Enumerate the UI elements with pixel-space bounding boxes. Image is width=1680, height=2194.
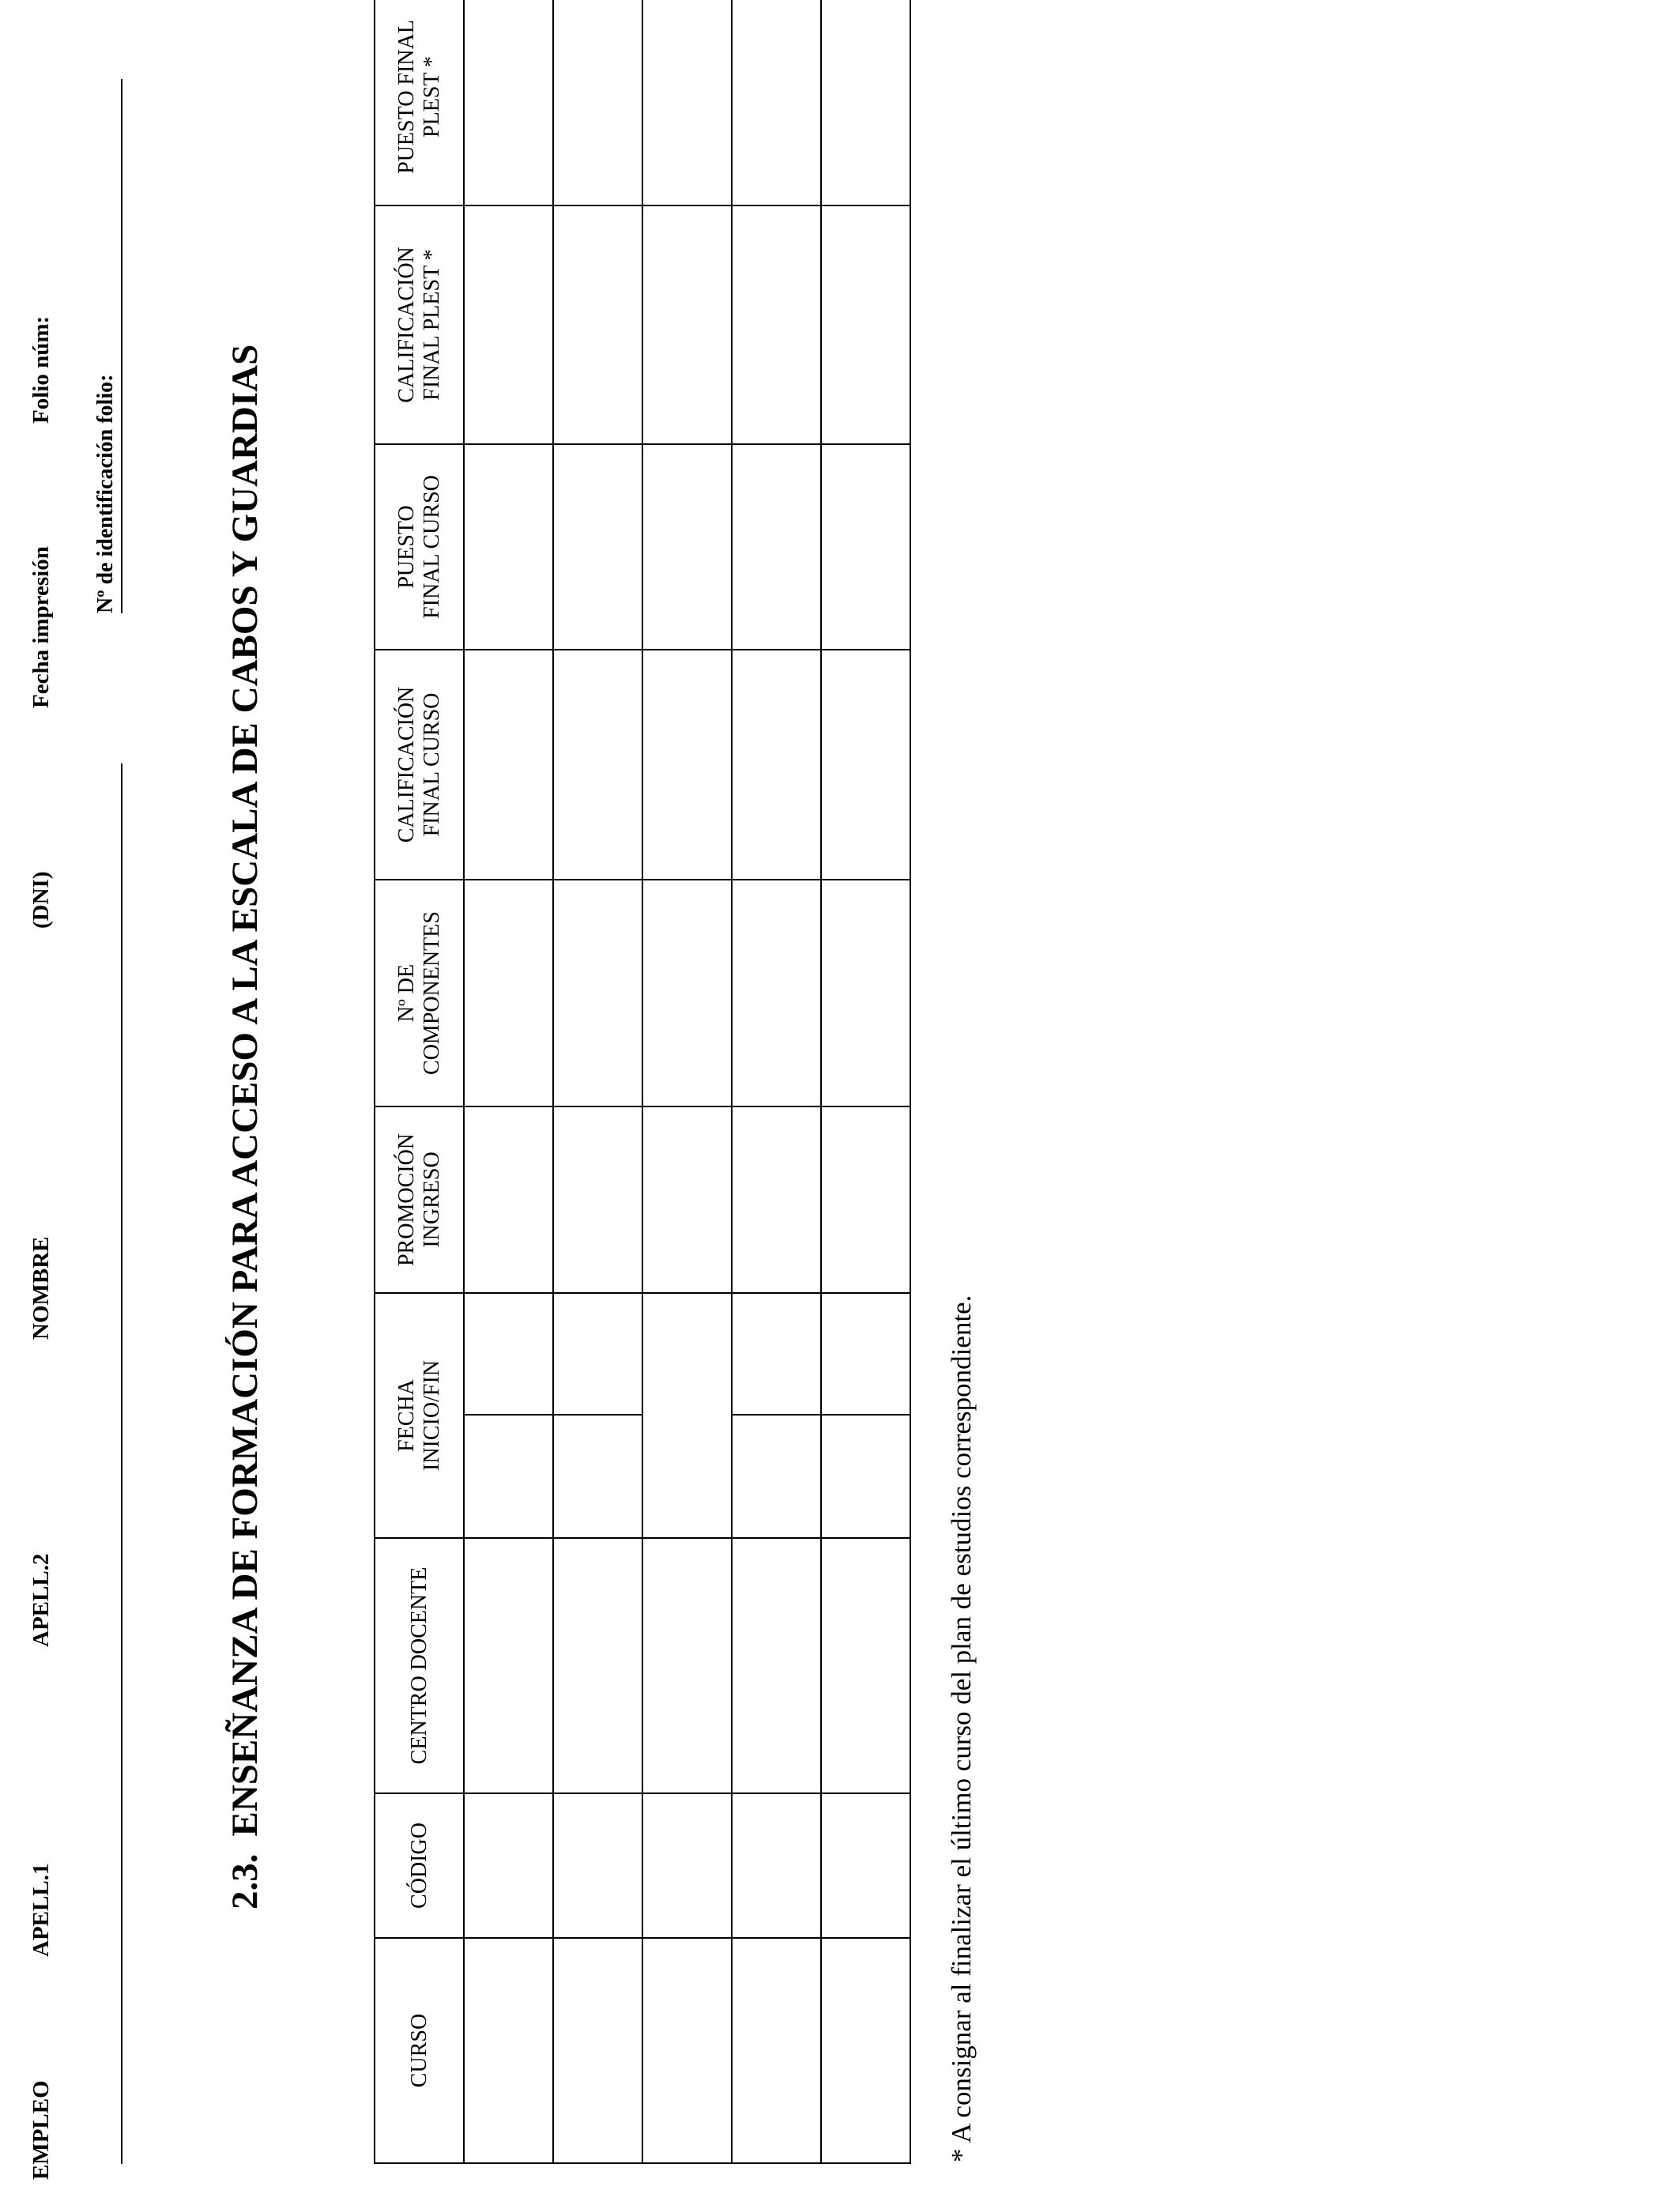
cell-promocion-ingreso[interactable] [464, 1106, 553, 1293]
cell-centro-docente[interactable] [642, 1538, 732, 1793]
apellido1-label: APELL.1 [28, 1863, 54, 1957]
cell-promocion-ingreso[interactable] [553, 1106, 642, 1293]
cell-calificacion-final-curso[interactable] [732, 650, 821, 880]
cell-curso[interactable] [732, 1938, 821, 2163]
folio-num-label: Folio núm: [28, 315, 54, 424]
cell-calificacion-final-curso[interactable] [553, 650, 642, 880]
table-row [464, 0, 553, 2163]
cell-fecha-inicio-fin[interactable] [553, 1293, 642, 1538]
cell-codigo[interactable] [642, 1793, 732, 1938]
col-header-calificacion-final-plest: CALIFICACIÓN FINAL PLEST * [375, 205, 464, 444]
cell-num-componentes[interactable] [821, 880, 910, 1106]
cell-curso[interactable] [553, 1938, 642, 2163]
fecha-divider [822, 1414, 910, 1416]
id-folio-fill-line[interactable] [121, 79, 122, 613]
cell-codigo[interactable] [732, 1793, 821, 1938]
fecha-divider [733, 1414, 820, 1416]
id-folio-label: Nº de identificación folio: [93, 370, 119, 613]
col-header-puesto-final-plest: PUESTO FINAL PLEST * [375, 0, 464, 205]
cell-calificacion-final-curso[interactable] [821, 650, 910, 880]
cell-codigo[interactable] [553, 1793, 642, 1938]
fecha-divider [554, 1414, 642, 1416]
section-number: 2.3. [224, 1853, 266, 1909]
cell-centro-docente[interactable] [553, 1538, 642, 1793]
cell-calificacion-final-plest[interactable] [464, 205, 553, 444]
table-row [732, 0, 821, 2163]
col-header-curso: CURSO [375, 1938, 464, 2163]
col-header-num-componentes: Nº DE COMPONENTES [375, 880, 464, 1106]
cell-num-componentes[interactable] [553, 880, 642, 1106]
section-title [224, 345, 266, 1909]
table-row [821, 0, 910, 2163]
cell-fecha-inicio-fin[interactable] [732, 1293, 821, 1538]
cell-puesto-final-plest[interactable] [821, 0, 910, 205]
col-header-fecha-inicio-fin: FECHA INICIO/FIN [375, 1293, 464, 1538]
cell-puesto-final-plest[interactable] [642, 0, 732, 205]
table-header-row [375, 0, 464, 2163]
cell-calificacion-final-curso[interactable] [464, 650, 553, 880]
table-row [642, 0, 732, 2163]
col-header-calificacion-final-curso: CALIFICACIÓN FINAL CURSO [375, 650, 464, 880]
cell-centro-docente[interactable] [821, 1538, 910, 1793]
cell-puesto-final-curso[interactable] [642, 444, 732, 650]
cell-curso[interactable] [464, 1938, 553, 2163]
cell-codigo[interactable] [821, 1793, 910, 1938]
cell-fecha-inicio-fin[interactable] [821, 1293, 910, 1538]
cell-fecha-inicio-fin[interactable] [464, 1293, 553, 1538]
cell-puesto-final-curso[interactable] [821, 444, 910, 650]
cell-num-componentes[interactable] [642, 880, 732, 1106]
training-table [374, 0, 911, 2164]
cell-calificacion-final-plest[interactable] [821, 205, 910, 444]
col-header-codigo: CÓDIGO [375, 1793, 464, 1938]
empleo-label: EMPLEO [28, 2080, 54, 2180]
cell-centro-docente[interactable] [464, 1538, 553, 1793]
cell-calificacion-final-plest[interactable] [732, 205, 821, 444]
cell-fecha-inicio-fin[interactable] [642, 1293, 732, 1538]
col-header-centro-docente: CENTRO DOCENTE [375, 1538, 464, 1793]
cell-promocion-ingreso[interactable] [642, 1106, 732, 1293]
table-row [553, 0, 642, 2163]
cell-puesto-final-plest[interactable] [553, 0, 642, 205]
col-header-puesto-final-curso: PUESTO FINAL CURSO [375, 444, 464, 650]
cell-calificacion-final-plest[interactable] [642, 205, 732, 444]
section-title-text: ENSEÑANZA DE FORMACIÓN PARA ACCESO A LA ESCALA DE CABOS Y GUARDIAS [224, 344, 266, 1837]
cell-puesto-final-curso[interactable] [553, 444, 642, 650]
fecha-impresion-label: Fecha impresión [28, 546, 54, 708]
cell-codigo[interactable] [464, 1793, 553, 1938]
cell-puesto-final-curso[interactable] [732, 444, 821, 650]
cell-puesto-final-plest[interactable] [732, 0, 821, 205]
cell-puesto-final-plest[interactable] [464, 0, 553, 205]
dni-label: (DNI) [28, 871, 54, 929]
cell-curso[interactable] [642, 1938, 732, 2163]
nombre-label: NOMBRE [28, 1236, 54, 1340]
cell-promocion-ingreso[interactable] [732, 1106, 821, 1293]
cell-calificacion-final-plest[interactable] [553, 205, 642, 444]
cell-num-componentes[interactable] [464, 880, 553, 1106]
cell-centro-docente[interactable] [732, 1538, 821, 1793]
fecha-divider [465, 1414, 552, 1416]
identity-fill-line[interactable] [121, 763, 122, 2164]
cell-calificacion-final-curso[interactable] [642, 650, 732, 880]
cell-puesto-final-curso[interactable] [464, 444, 553, 650]
cell-curso[interactable] [821, 1938, 910, 2163]
apellido2-label: APELL.2 [28, 1553, 54, 1647]
cell-promocion-ingreso[interactable] [821, 1106, 910, 1293]
footnote: * A consignar al finalizar el último curso del plan de estudios correspondiente. [946, 1295, 977, 2162]
cell-num-componentes[interactable] [732, 880, 821, 1106]
col-header-promocion-ingreso: PROMOCIÓN INGRESO [375, 1106, 464, 1293]
